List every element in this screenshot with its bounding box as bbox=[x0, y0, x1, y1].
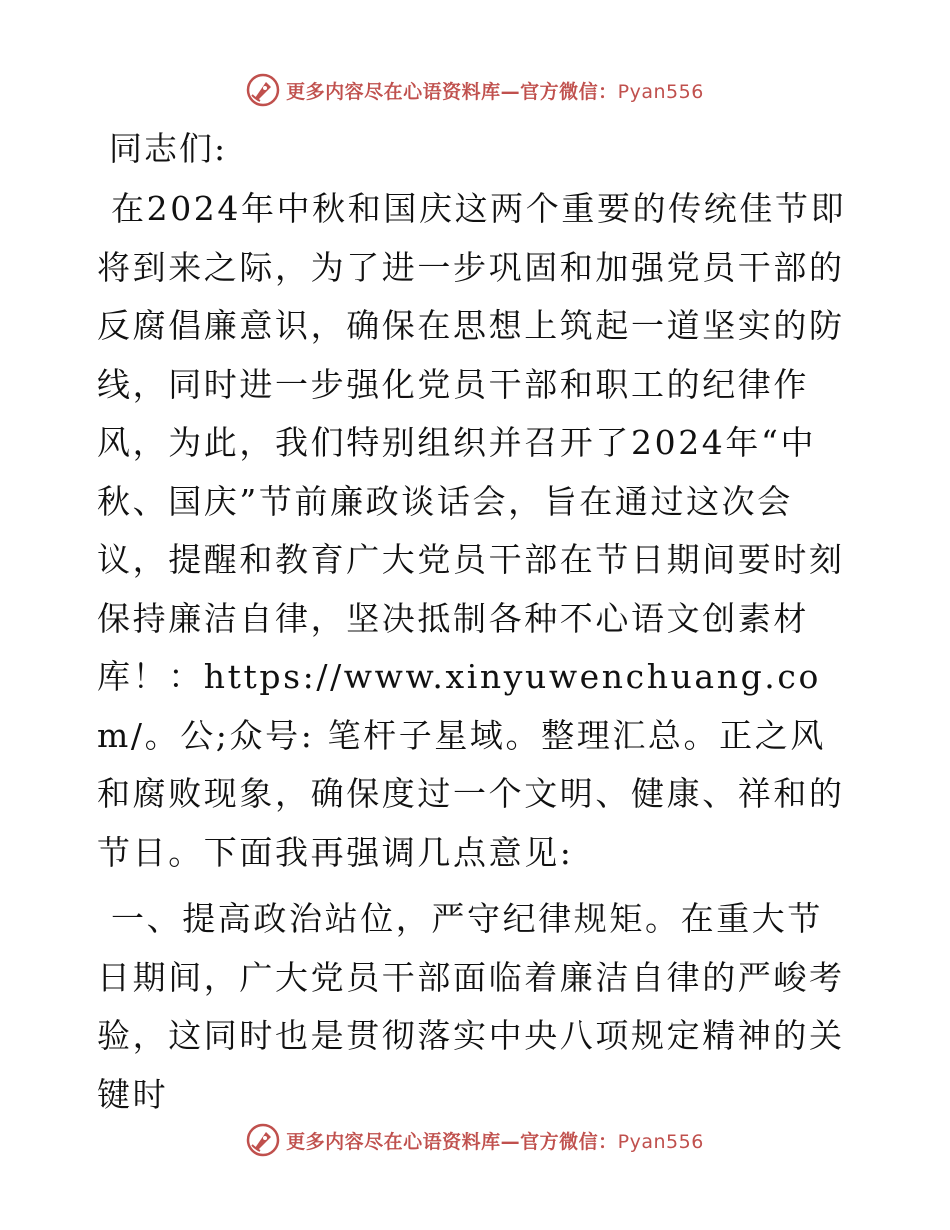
header-banner-content bbox=[246, 73, 704, 107]
header-watermark-banner bbox=[0, 70, 950, 110]
document-body bbox=[97, 120, 857, 1132]
header-wechat-id: Pyan556 bbox=[617, 80, 704, 103]
pen-nib-logo-icon bbox=[246, 1123, 280, 1157]
header-banner-text: 更多内容尽在心语资料库—官方微信：Pyan556 bbox=[286, 80, 704, 103]
paragraph-point-one: 一、提高政治站位，严守纪律规矩。在重大节日期间，广大党员干部面临着廉洁自律的严峻考验，这同时也是贯彻落实中央八项规定精神的关键时 bbox=[97, 899, 845, 1114]
footer-wechat-id: Pyan556 bbox=[617, 1130, 704, 1153]
footer-banner-text: 更多内容尽在心语资料库—官方微信：Pyan556 bbox=[286, 1130, 704, 1153]
greeting-line: 同志们: bbox=[109, 129, 228, 168]
footer-banner-content bbox=[246, 1123, 704, 1157]
pen-nib-logo-icon bbox=[246, 73, 280, 107]
footer-watermark-banner bbox=[0, 1120, 950, 1160]
paragraph-intro: 在2024年中秋和国庆这两个重要的传统佳节即将到来之际，为了进一步巩固和加强党员干部的反腐倡廉意识，确保在思想上筑起一道坚实的防线，同时进一步强化党员干部和职工的纪律作风，为此，我们特别组织并召开了2024年“中秋、国庆”节前廉政谈话会，旨在通过这次会议，提醒和教育广大党员干部在节日期间要时刻保持廉洁自律，坚决抵制各种不心语文创素材库！：https://www.xinyuwenchuang.com/。公;众号: 笔杆子星域。整理汇总。正之风和腐败现象，确保度过一个文明、健康、祥和的节日。下面我再强调几点意见: bbox=[97, 189, 847, 872]
